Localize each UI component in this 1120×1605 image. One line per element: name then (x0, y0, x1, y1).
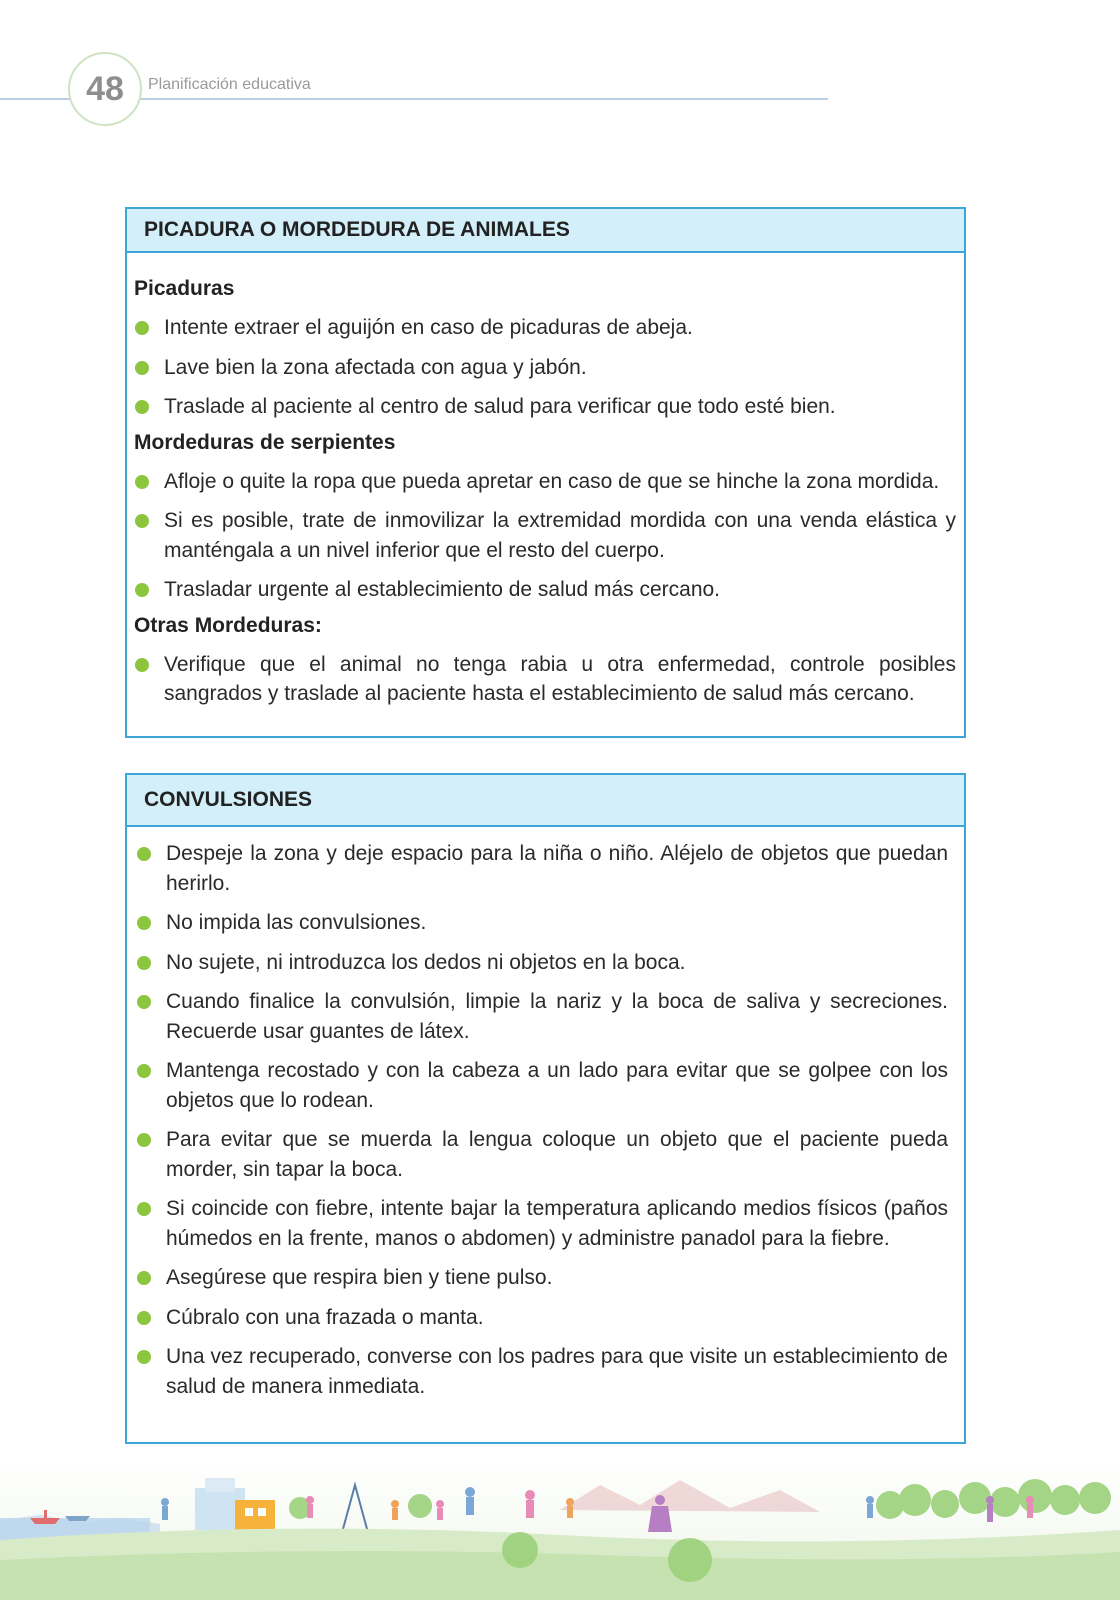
subheading-otras: Otras Mordeduras: (134, 613, 322, 637)
bullet-icon (135, 361, 149, 375)
list-convulsiones (136, 839, 948, 1401)
landscape-illustration-icon (0, 1460, 1120, 1600)
list-item: Mantenga recostado y con la cabeza a un lado para evitar que se golpee con los objetos que lo rodean. (136, 1056, 948, 1115)
list-item: Trasladar urgente al establecimiento de salud más cercano. (134, 575, 956, 605)
list-item: Cuando finalice la convulsión, limpie la nariz y la boca de saliva y secreciones. Recuerde usar guantes de látex. (136, 987, 948, 1046)
bullet-icon (137, 1133, 151, 1147)
section-title: CONVULSIONES (127, 775, 964, 827)
list-otras (134, 650, 956, 709)
footer-landscape-illustration (0, 1460, 1120, 1600)
bullet-icon (137, 1271, 151, 1285)
section-body (127, 827, 964, 1401)
page-header (0, 0, 1120, 130)
running-header-title: Planificación educativa (148, 76, 311, 93)
section-bites-stings (125, 207, 966, 738)
bullet-icon (137, 1350, 151, 1364)
subheading-picaduras: Picaduras (134, 277, 235, 300)
bullet-icon (135, 583, 149, 597)
bullet-icon (135, 514, 149, 528)
list-item: Una vez recuperado, converse con los padres para que visite un establecimiento de salud de manera inmediata. (136, 1342, 948, 1401)
bullet-icon (137, 1202, 151, 1216)
bullet-icon (137, 956, 151, 970)
section-body (127, 253, 964, 709)
bullet-icon (135, 658, 149, 672)
list-item: Lave bien la zona afectada con agua y jabón. (134, 353, 956, 383)
list-item: Si coincide con fiebre, intente bajar la temperatura aplicando medios físicos (paños húmedos en la frente, manos o abdomen) y administre panadol para la fiebre. (136, 1194, 948, 1253)
bullet-icon (137, 847, 151, 861)
list-item: Afloje o quite la ropa que pueda apretar en caso de que se hinche la zona mordida. (134, 467, 956, 497)
list-item: Traslade al paciente al centro de salud para verificar que todo esté bien. (134, 392, 956, 422)
list-item: Asegúrese que respira bien y tiene pulso. (136, 1263, 948, 1293)
bullet-icon (137, 995, 151, 1009)
list-item: Verifique que el animal no tenga rabia u otra enfermedad, controle posibles sangrados y traslade al paciente hasta el establecimiento de salud más cercano. (134, 650, 956, 709)
list-item: No impida las convulsiones. (136, 908, 948, 938)
bullet-icon (137, 916, 151, 930)
section-convulsions (125, 773, 966, 1444)
list-item: Si es posible, trate de inmovilizar la extremidad mordida con una venda elástica y manténgala a un nivel inferior que el resto del cuerpo. (134, 506, 956, 565)
list-item: Despeje la zona y deje espacio para la niña o niño. Aléjelo de objetos que puedan herirlo. (136, 839, 948, 898)
list-item: Intente extraer el aguijón en caso de picaduras de abeja. (134, 313, 956, 343)
section-title: PICADURA O MORDEDURA DE ANIMALES (127, 209, 964, 253)
list-picaduras (134, 313, 956, 422)
bullet-icon (137, 1311, 151, 1325)
list-serpientes (134, 467, 956, 605)
bullet-icon (135, 400, 149, 414)
bullet-icon (135, 475, 149, 489)
subheading-serpientes: Mordeduras de serpientes (134, 430, 396, 454)
bullet-icon (137, 1064, 151, 1078)
page-number: 48 (68, 52, 142, 126)
list-item: Cúbralo con una frazada o manta. (136, 1303, 948, 1333)
list-item: No sujete, ni introduzca los dedos ni objetos en la boca. (136, 948, 948, 978)
list-item: Para evitar que se muerda la lengua coloque un objeto que el paciente pueda morder, sin tapar la boca. (136, 1125, 948, 1184)
bullet-icon (135, 321, 149, 335)
